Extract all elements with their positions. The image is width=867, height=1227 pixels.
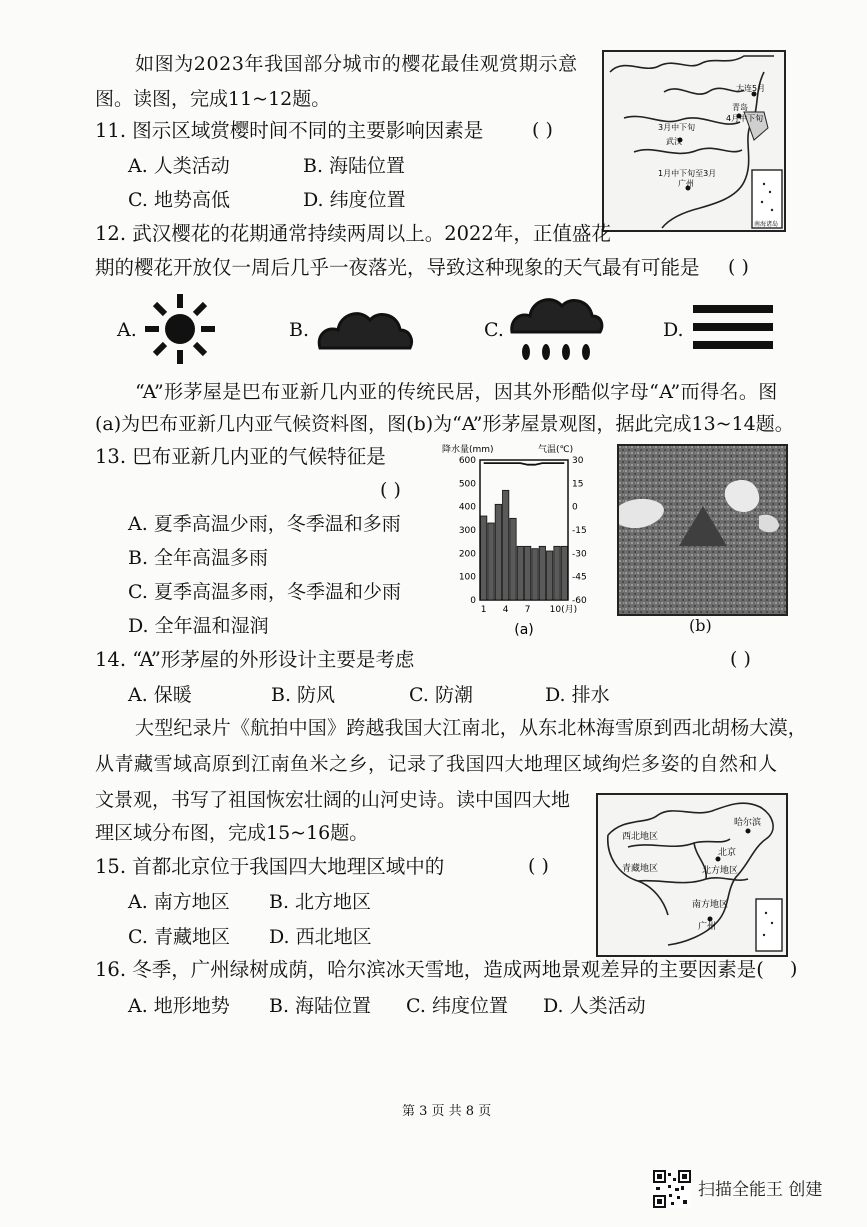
- answer-blank[interactable]: ( ): [380, 479, 401, 501]
- option-c[interactable]: C. 夏季高温多雨，冬季温和少雨: [128, 581, 401, 603]
- scanner-watermark: 扫描全能王 创建: [698, 1180, 823, 1200]
- precip-bar: [481, 516, 487, 600]
- option-c[interactable]: C. 纬度位置: [406, 995, 508, 1017]
- option-a[interactable]: A.: [117, 319, 137, 341]
- question-11-stem: 11. 图示区域赏樱时间不同的主要影响因素是: [95, 119, 484, 142]
- y-tick-label: 400: [458, 502, 476, 513]
- option-c[interactable]: C.: [484, 319, 504, 341]
- x-tick-label: 7: [524, 605, 531, 615]
- intro-text: 图。读图，完成11~12题。: [95, 88, 331, 110]
- x-tick-label: 10(月): [549, 605, 578, 615]
- option-d[interactable]: D. 全年温和湿润: [128, 615, 269, 637]
- question-16-stem: 16. 冬季，广州绿树成荫，哈尔滨冰天雪地，造成两地景观差异的主要因素是(: [95, 958, 764, 981]
- intro-text: 理区域分布图，完成15~16题。: [95, 822, 369, 844]
- precip-bar: [510, 518, 516, 600]
- answer-blank[interactable]: ( ): [728, 256, 749, 278]
- map-label: 大连5月: [736, 84, 766, 93]
- precip-bar: [517, 546, 523, 600]
- x-tick-label: 4: [502, 605, 509, 615]
- option-b[interactable]: B. 防风: [271, 684, 336, 706]
- question-15-stem: 15. 首都北京位于我国四大地理区域中的: [95, 855, 445, 878]
- intro-text: 文景观，书写了祖国恢宏壮阔的山河史诗。读中国四大地: [95, 789, 571, 811]
- question-12-stem: 12. 武汉樱花的花期通常持续两周以上。2022年，正值盛花: [95, 222, 611, 245]
- map-label: 4月中下旬: [726, 114, 764, 123]
- option-a[interactable]: A. 夏季高温少雨，冬季温和多雨: [128, 513, 401, 535]
- cloudy-icon: [314, 304, 416, 352]
- question-14-stem: 14. “A”形茅屋的外形设计主要是考虑: [95, 648, 415, 671]
- precip-bar: [554, 546, 560, 600]
- map-label: 广州: [678, 179, 694, 188]
- x-tick-label: 1: [480, 605, 487, 615]
- y2-tick-label: -60: [572, 596, 587, 606]
- answer-blank[interactable]: ( ): [532, 119, 553, 141]
- climate-chart: [430, 440, 600, 640]
- map-label: 哈尔滨: [734, 818, 762, 828]
- map-label: 南海诸岛: [754, 221, 779, 228]
- option-a[interactable]: A. 地形地势: [128, 995, 230, 1017]
- option-d[interactable]: D. 纬度位置: [303, 189, 406, 211]
- y-tick-label: 300: [458, 526, 476, 536]
- precip-bar: [532, 549, 538, 600]
- precip-bar: [503, 490, 509, 600]
- sunny-icon: [143, 292, 217, 366]
- precip-bar: [488, 523, 494, 600]
- option-d[interactable]: D. 西北地区: [269, 926, 372, 948]
- intro-text: 大型纪录片《航拍中国》跨越我国大江南北，从东北林海雪原到西北胡杨大漠，: [135, 717, 808, 739]
- option-b[interactable]: B. 全年高温多雨: [128, 547, 269, 569]
- qr-code-icon: [653, 1170, 691, 1208]
- option-c[interactable]: C. 地势高低: [128, 189, 230, 211]
- answer-blank[interactable]: ): [790, 958, 798, 980]
- question-12-stem: 期的樱花开放仅一周后几乎一夜落光，导致这种现象的天气最有可能是: [95, 256, 700, 279]
- y-axis-left-label: 降水量(mm): [442, 445, 494, 455]
- option-b[interactable]: B. 海陆位置: [269, 995, 372, 1017]
- fog-icon: [693, 305, 773, 349]
- intro-text: 从青藏雪域高原到江南鱼米之乡，记录了我国四大地理区域绚烂多姿的自然和人: [95, 753, 778, 775]
- y2-tick-label: -15: [572, 526, 587, 536]
- y-tick-label: 100: [458, 572, 476, 583]
- map-label: 广州: [698, 922, 717, 932]
- map-label: 北京: [718, 848, 737, 858]
- a-frame-hut-photo: [617, 444, 788, 616]
- page-number: 第 3 页 共 8 页: [402, 1104, 492, 1119]
- option-c[interactable]: C. 防潮: [409, 684, 473, 706]
- option-b[interactable]: B. 海陆位置: [303, 155, 406, 177]
- option-d[interactable]: D. 排水: [545, 684, 610, 706]
- y2-tick-label: 0: [572, 502, 578, 513]
- intro-text: 如图为2023年我国部分城市的樱花最佳观赏期示意: [135, 53, 578, 75]
- option-a[interactable]: A. 南方地区: [128, 891, 230, 913]
- precip-bar: [547, 551, 553, 600]
- precip-bar: [539, 546, 545, 600]
- map-label: 南方地区: [692, 900, 729, 910]
- precip-bar: [495, 504, 501, 600]
- option-b[interactable]: B.: [289, 319, 310, 341]
- option-b[interactable]: B. 北方地区: [269, 891, 372, 913]
- chart-caption: (a): [514, 622, 534, 638]
- option-a[interactable]: A. 人类活动: [128, 155, 230, 177]
- map-label: 武汉: [666, 137, 682, 146]
- option-d[interactable]: D.: [663, 319, 684, 341]
- intro-text: “A”形茅屋是巴布亚新几内亚的传统民居，因其外形酷似字母“A”而得名。图: [135, 381, 778, 403]
- y-tick-label: 200: [458, 549, 476, 560]
- answer-blank[interactable]: ( ): [730, 648, 751, 670]
- y2-tick-label: 30: [572, 456, 584, 466]
- y2-tick-label: -45: [572, 572, 587, 583]
- temperature-line: [484, 463, 565, 465]
- rain-icon: [508, 292, 604, 366]
- four-regions-map: [596, 793, 788, 957]
- map-label: 3月中下旬: [658, 123, 696, 132]
- intro-text: (a)为巴布亚新几内亚气候资料图，图(b)为“A”形茅屋景观图，据此完成13~14题。: [95, 413, 794, 435]
- option-c[interactable]: C. 青藏地区: [128, 926, 230, 948]
- y2-tick-label: 15: [572, 479, 584, 490]
- precip-bar: [561, 546, 567, 600]
- precip-bar: [525, 546, 531, 600]
- y-tick-label: 500: [458, 479, 476, 490]
- answer-blank[interactable]: ( ): [528, 855, 549, 877]
- option-a[interactable]: A. 保暖: [128, 684, 192, 706]
- map-label: 北方地区: [702, 866, 739, 876]
- y-tick-label: 600: [458, 456, 476, 466]
- option-d[interactable]: D. 人类活动: [543, 995, 646, 1017]
- photo-caption: (b): [689, 616, 712, 635]
- question-13-stem: 13. 巴布亚新几内亚的气候特征是: [95, 445, 386, 468]
- map-label: 1月中下旬至3月: [658, 169, 717, 178]
- map-label: 西北地区: [622, 832, 659, 842]
- map-label: 青藏地区: [622, 864, 659, 874]
- cherry-blossom-map: [602, 50, 786, 232]
- y2-tick-label: -30: [572, 549, 587, 560]
- y-tick-label: 0: [470, 596, 476, 606]
- y-axis-right-label: 气温(℃): [538, 445, 574, 455]
- map-label: 青岛: [732, 103, 748, 112]
